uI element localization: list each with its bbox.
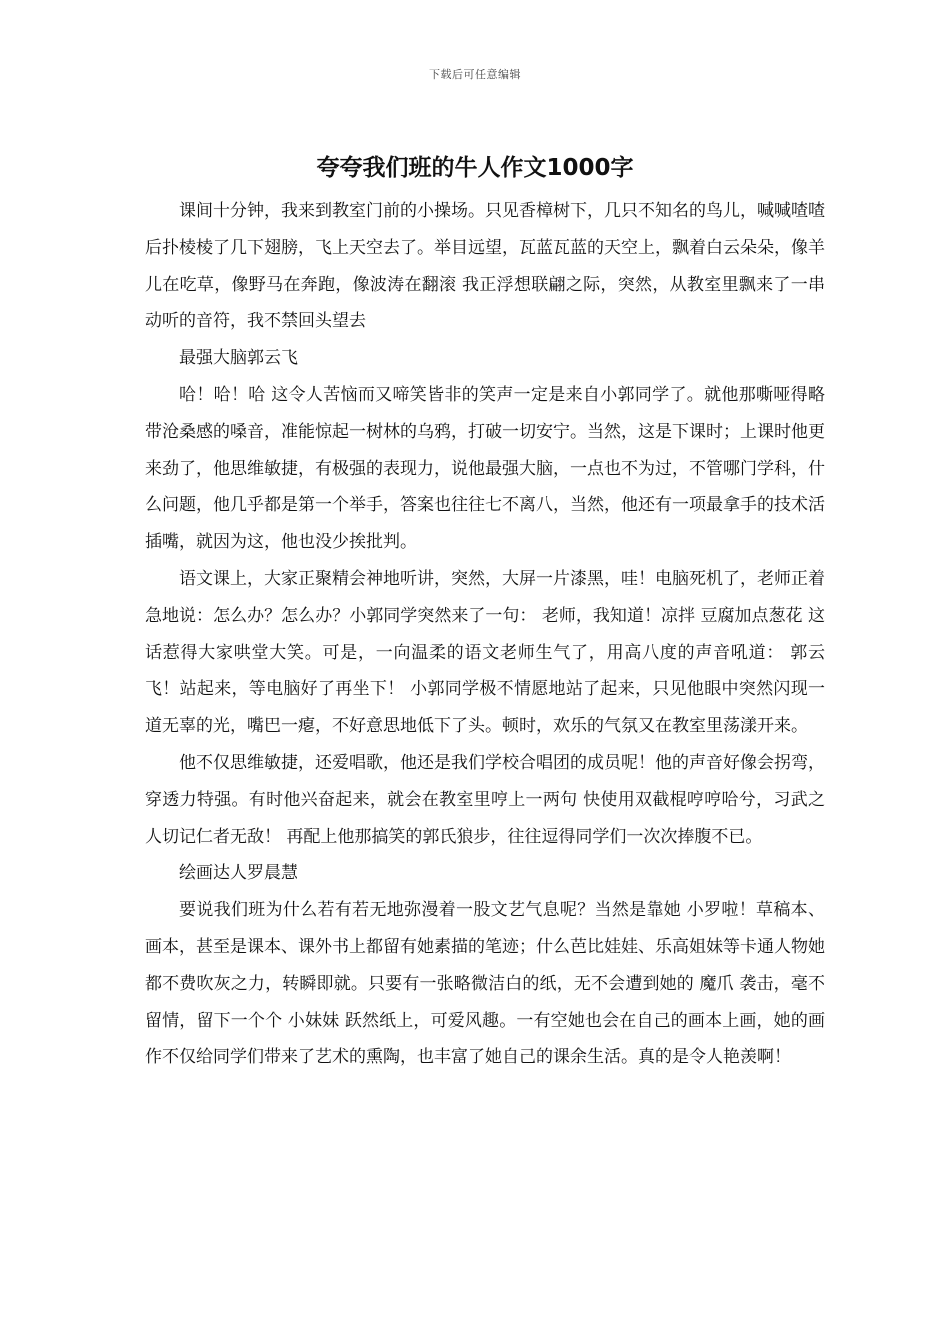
paragraph-guo-singing: 他不仅思维敏捷，还爱唱歌，他还是我们学校合唱团的成员呢！他的声音好像会拐弯，穿透力特强。有时他兴奋起来，就会在教室里哼上一两句 快使用双截棍哼哼哈兮，习武之人切记仁者无敌！ 再配上他那搞笑的郭氏狼步，往往逗得同学们一次次捧腹不已。 bbox=[145, 752, 825, 847]
paragraph-guo-class: 语文课上，大家正聚精会神地听讲，突然，大屏一片漆黑，哇！电脑死机了，老师正着急地说：怎么办？怎么办？小郭同学突然来了一句： 老师，我知道！凉拌 豆腐加点葱花 这话惹得大家哄堂大笑。可是，一向温柔的语文老师生气了，用高八度的声音吼道： 郭云飞！站起来，等电脑好了再坐下！ 小郭同学极不情愿地站了起来，只见他眼中突然闪现一道无辜的光，嘴巴一瘪，不好意思地低下了头。顿时，欢乐的气氛又在教室里荡漾开来。 bbox=[145, 568, 825, 737]
document-body bbox=[145, 193, 825, 1076]
header-note: 下载后可任意编辑 bbox=[429, 68, 521, 81]
paragraph-luo-drawing: 要说我们班为什么若有若无地弥漫着一股文艺气息呢？当然是靠她 小罗啦！草稿本、画本，甚至是课本、课外书上都留有她素描的笔迹；什么芭比娃娃、乐高姐妹等卡通人物她都不费吹灰之力，转瞬即就。只要有一张略微洁白的纸，无不会遭到她的 魔爪 袭击，毫不留情，留下一个个 小妹妹 跃然纸上，可爱风趣。一有空她也会在自己的画本上画，她的画作不仅给同学们带来了艺术的熏陶，也丰富了她自己的课余生活。真的是令人艳羡啊！ bbox=[145, 900, 825, 1068]
document-title: 夸夸我们班的牛人作文1000字 bbox=[316, 155, 634, 181]
section-heading-luo: 绘画达人罗晨慧 bbox=[179, 863, 298, 884]
paragraph-intro: 课间十分钟，我来到教室门前的小操场。只见香樟树下，几只不知名的鸟儿，喊喊喳喳后扑棱棱了几下翅膀，飞上天空去了。举目远望，瓦蓝瓦蓝的天空上，飘着白云朵朵，像羊儿在吃草，像野马在奔跑，像波涛在翻滚 我正浮想联翩之际，突然，从教室里飘来了一串动听的音符，我不禁回头望去 bbox=[145, 201, 825, 332]
section-heading-guo: 最强大脑郭云飞 bbox=[179, 348, 298, 369]
paragraph-guo-laugh: 哈！哈！哈 这令人苦恼而又啼笑皆非的笑声一定是来自小郭同学了。就他那嘶哑得略带沧桑感的嗓音，准能惊起一树林的乌鸦，打破一切安宁。当然，这是下课时；上课时他更来劲了，他思维敏捷，有极强的表现力，说他最强大脑，一点也不为过，不管哪门学科，什么问题，他几乎都是第一个举手，答案也往往七不离八，当然，他还有一项最拿手的技术活 插嘴，就因为这，他也没少挨批判。 bbox=[145, 384, 825, 553]
